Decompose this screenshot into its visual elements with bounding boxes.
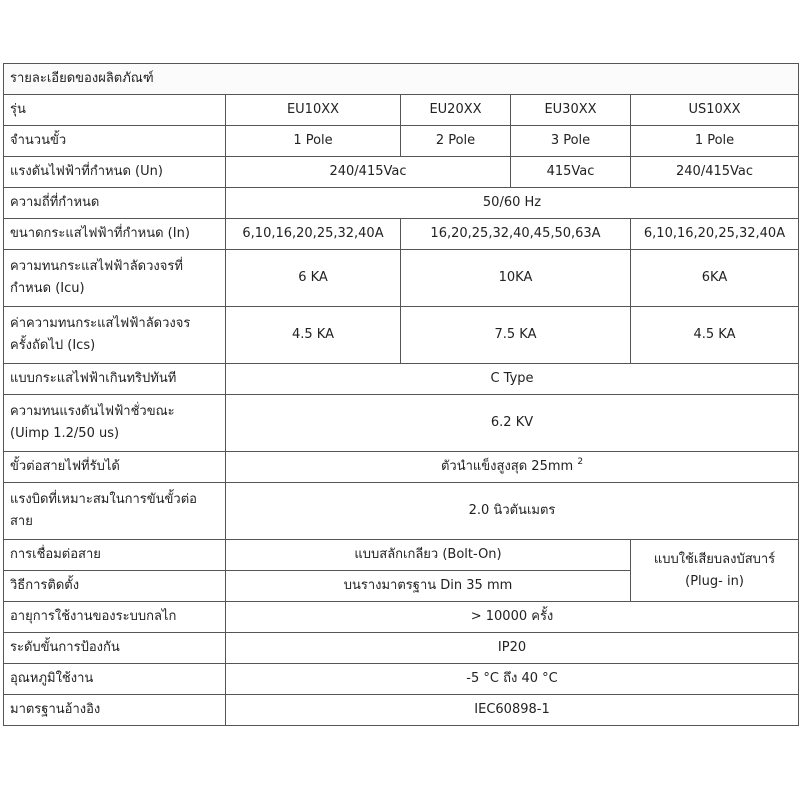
table-row <box>4 664 799 695</box>
row-label-installation: วิธีการติดตั้ง <box>4 571 226 602</box>
uimp-label-line1: ความทนแรงดันไฟฟ้าชั่วขณะ <box>10 404 175 419</box>
row-label-rated-frequency: ความถี่ที่กำหนด <box>4 188 226 219</box>
table-row <box>4 188 799 219</box>
connection-us-value <box>631 540 799 602</box>
current-eu10: 6,10,16,20,25,32,40A <box>226 219 401 250</box>
icu-eu20-eu30: 10KA <box>401 250 631 307</box>
row-label-standard: มาตรฐานอ้างอิง <box>4 695 226 726</box>
table-row <box>4 633 799 664</box>
icu-us10: 6KA <box>631 250 799 307</box>
row-label-connection: การเชื่อมต่อสาย <box>4 540 226 571</box>
table-row <box>4 364 799 395</box>
trip-type-value: C Type <box>226 364 799 395</box>
table-title-row <box>4 64 799 95</box>
row-label-icu <box>4 250 226 307</box>
poles-eu20: 2 Pole <box>401 126 511 157</box>
poles-eu30: 3 Pole <box>511 126 631 157</box>
ics-eu10: 4.5 KA <box>226 307 401 364</box>
icu-label-line1: ความทนกระแสไฟฟ้าลัดวงจรที่ <box>10 259 183 274</box>
row-label-poles: จำนวนขั้ว <box>4 126 226 157</box>
connection-value: แบบสลักเกลียว (Bolt-On) <box>226 540 631 571</box>
table-row <box>4 602 799 633</box>
row-label-protection: ระดับขั้นการป้องกัน <box>4 633 226 664</box>
row-label-trip-type: แบบกระแสไฟฟ้าเกินทริปทันที <box>4 364 226 395</box>
row-label-rated-current: ขนาดกระแสไฟฟ้าที่กำหนด (In) <box>4 219 226 250</box>
table-row <box>4 219 799 250</box>
poles-us10: 1 Pole <box>631 126 799 157</box>
row-label-uimp <box>4 395 226 452</box>
table-row <box>4 95 799 126</box>
connection-us-line1: แบบใช้เสียบลงบัสบาร์ <box>653 551 776 567</box>
poles-eu10: 1 Pole <box>226 126 401 157</box>
model-eu10: EU10XX <box>226 95 401 126</box>
torque-label-line1: แรงบิดที่เหมาะสมในการขันขั้วต่อ <box>10 492 197 507</box>
ics-label-line1: ค่าความทนกระแสไฟฟ้าลัดวงจร <box>10 316 191 331</box>
current-eu20-eu30: 16,20,25,32,40,45,50,63A <box>401 219 631 250</box>
spec-table <box>3 63 799 726</box>
temperature-value: -5 °C ถึง 40 °C <box>226 664 799 695</box>
row-label-torque <box>4 483 226 540</box>
icu-eu10: 6 KA <box>226 250 401 307</box>
standard-value: IEC60898-1 <box>226 695 799 726</box>
table-row <box>4 395 799 452</box>
mech-life-value: > 10000 ครั้ง <box>226 602 799 633</box>
row-label-terminal: ขั้วต่อสายไฟที่รับได้ <box>4 452 226 483</box>
table-row <box>4 695 799 726</box>
row-label-rated-voltage: แรงดันไฟฟ้าที่กำหนด (Un) <box>4 157 226 188</box>
row-label-ics <box>4 307 226 364</box>
table-row <box>4 540 799 571</box>
ics-label-line2: ครั้งถัดไป (Ics) <box>10 338 96 353</box>
voltage-eu10-eu20: 240/415Vac <box>226 157 511 188</box>
table-row <box>4 483 799 540</box>
table-row <box>4 250 799 307</box>
table-row <box>4 452 799 483</box>
terminal-superscript: 2 <box>577 457 584 467</box>
terminal-value: ตัวนำแข็งสูงสุด 25mm <box>440 459 574 474</box>
model-us10: US10XX <box>631 95 799 126</box>
frequency-value: 50/60 Hz <box>226 188 799 219</box>
icu-label-line2: กำหนด (Icu) <box>10 281 85 296</box>
installation-value: บนรางมาตรฐาน Din 35 mm <box>226 571 631 602</box>
ics-eu20-eu30: 7.5 KA <box>401 307 631 364</box>
torque-label-line2: สาย <box>10 514 33 529</box>
model-eu20: EU20XX <box>401 95 511 126</box>
table-row <box>4 126 799 157</box>
current-us10: 6,10,16,20,25,32,40A <box>631 219 799 250</box>
uimp-label-line2: (Uimp 1.2/50 us) <box>10 426 120 441</box>
row-label-model: รุ่น <box>4 95 226 126</box>
voltage-us10: 240/415Vac <box>631 157 799 188</box>
table-row <box>4 307 799 364</box>
row-label-mech-life: อายุการใช้งานของระบบกลไก <box>4 602 226 633</box>
uimp-value: 6.2 KV <box>226 395 799 452</box>
ics-us10: 4.5 KA <box>631 307 799 364</box>
model-eu30: EU30XX <box>511 95 631 126</box>
protection-value: IP20 <box>226 633 799 664</box>
row-label-temperature: อุณหภูมิใช้งาน <box>4 664 226 695</box>
torque-value: 2.0 นิวตันเมตร <box>226 483 799 540</box>
table-row <box>4 157 799 188</box>
terminal-cell <box>226 452 799 483</box>
connection-us-line2: (Plug- in) <box>685 573 744 589</box>
table-title: รายละเอียดของผลิตภัณฑ์ <box>4 64 799 95</box>
voltage-eu30: 415Vac <box>511 157 631 188</box>
